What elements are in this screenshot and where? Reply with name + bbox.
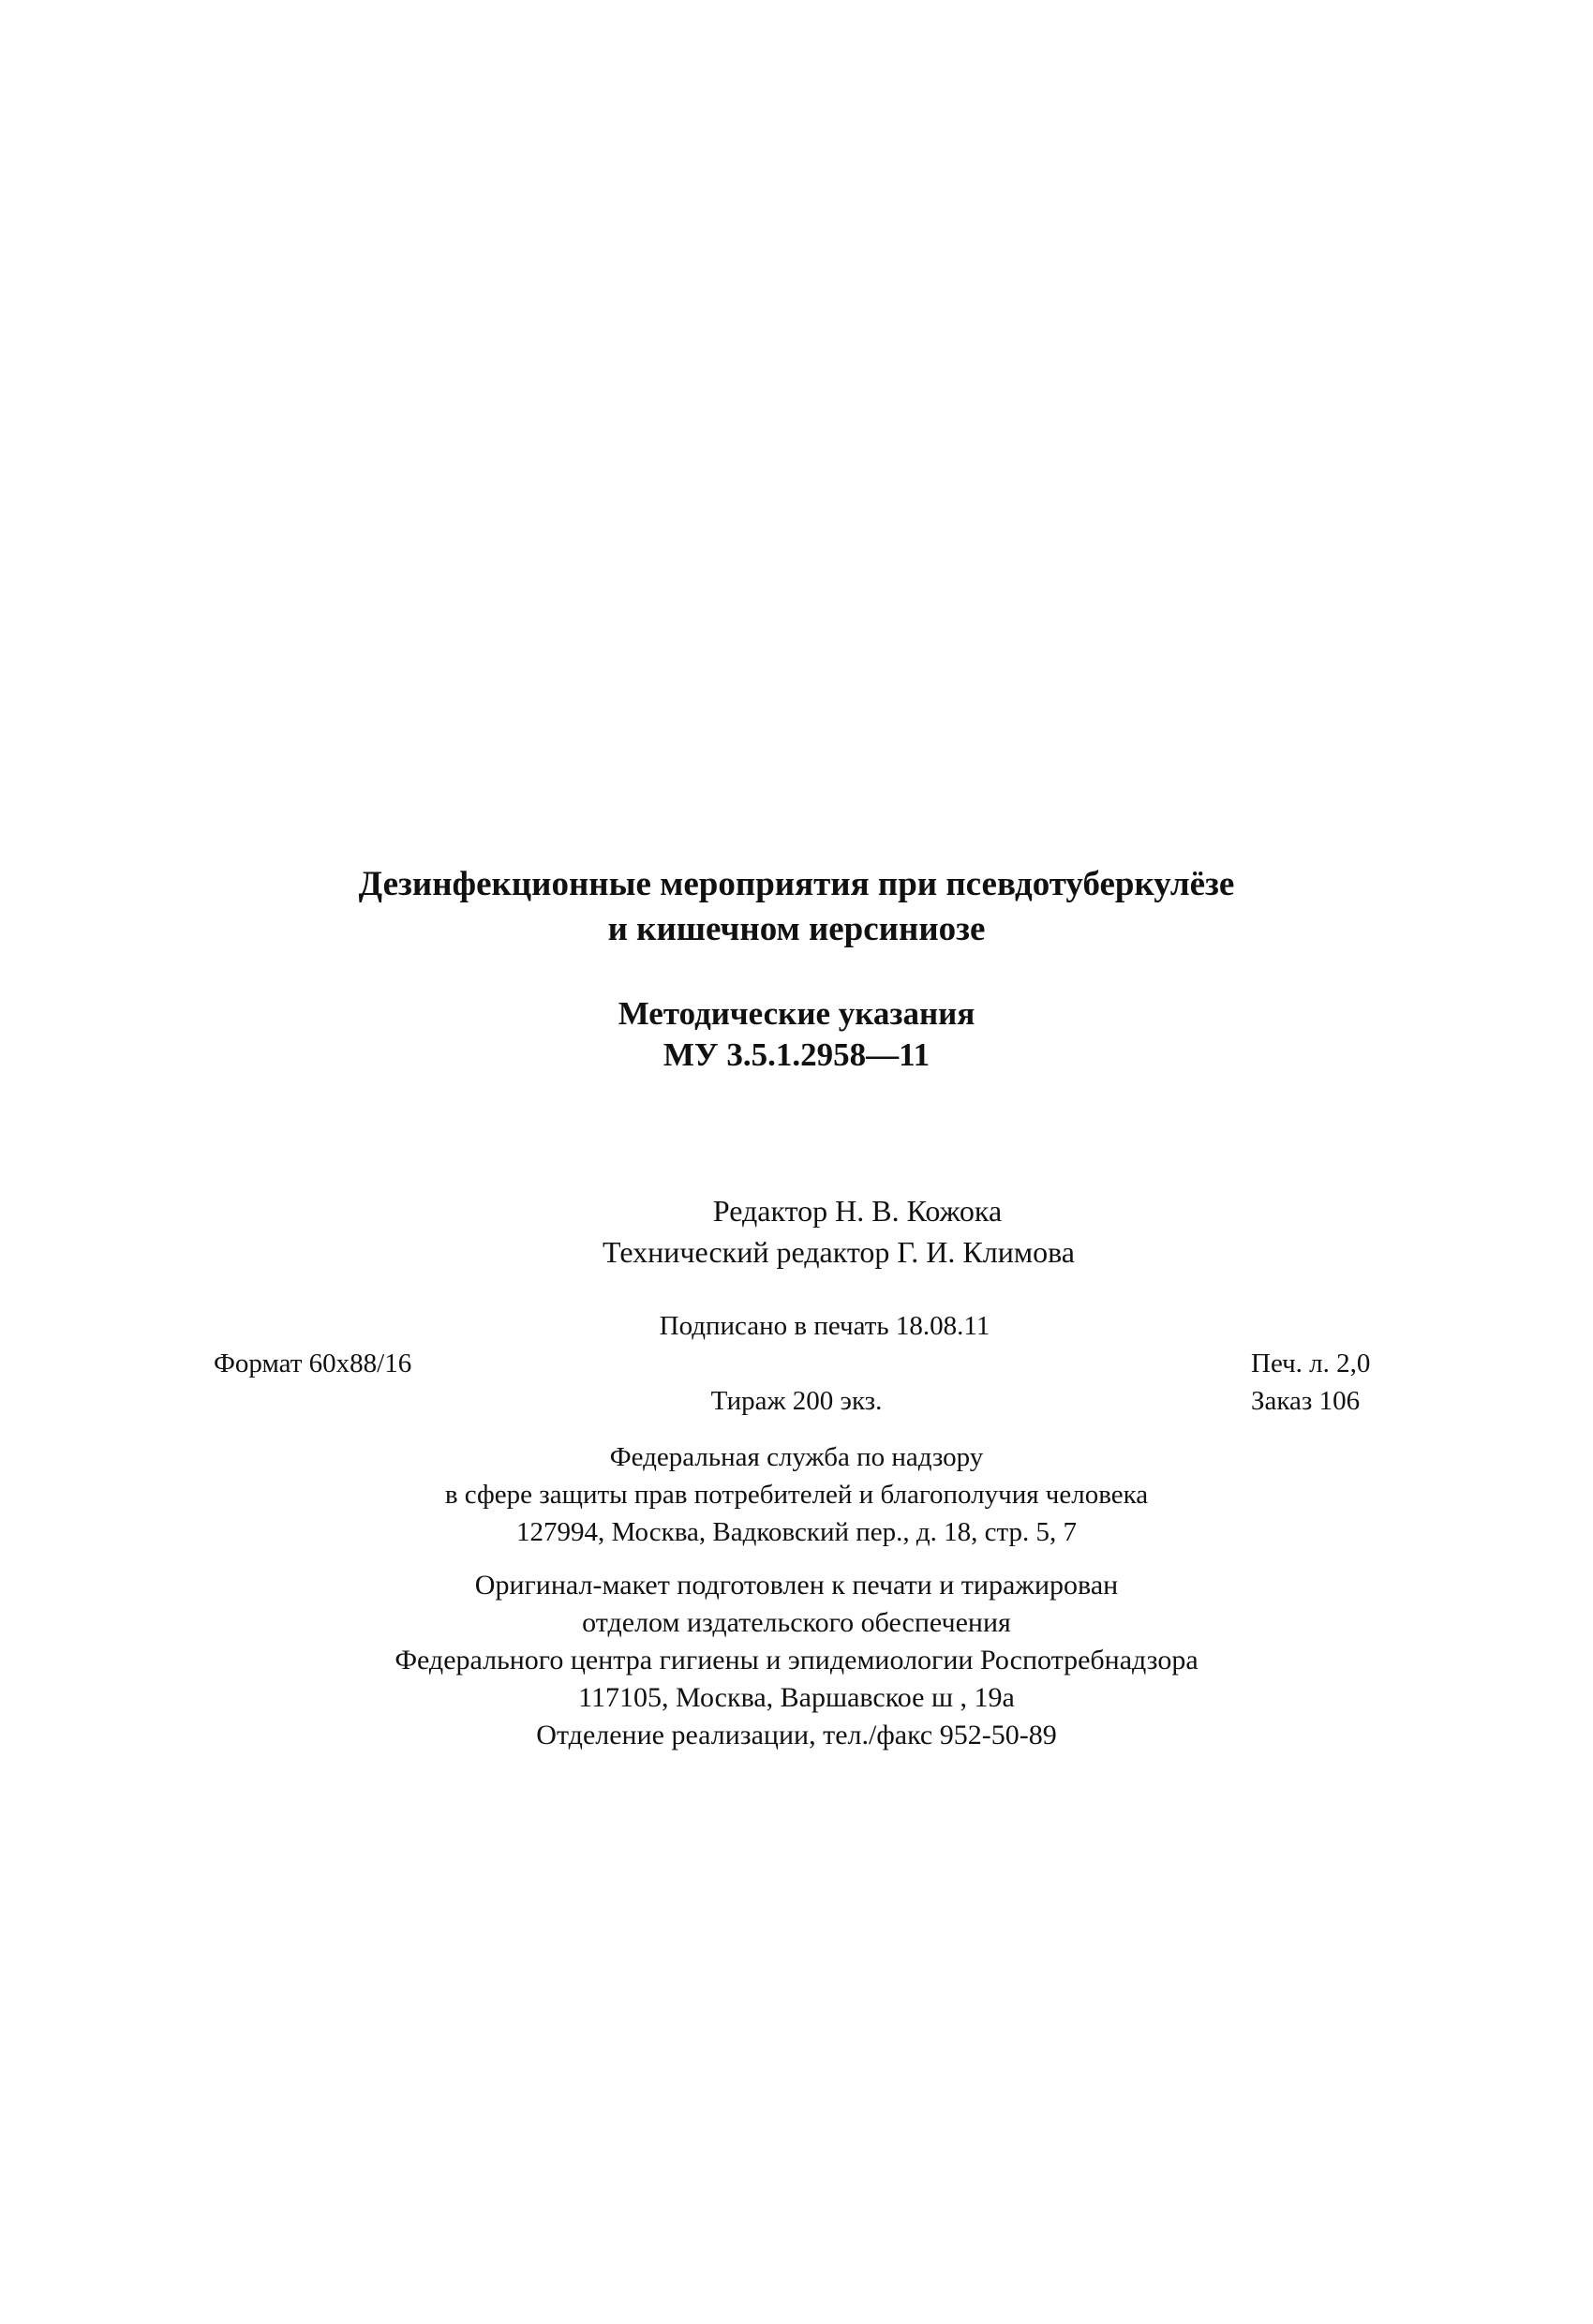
- document-number: МУ 3.5.1.2958—11: [663, 1036, 930, 1073]
- editor-line: Редактор Н. В. Кожока: [712, 1194, 1003, 1228]
- print-row-format: [0, 1345, 1593, 1382]
- order-number: Заказ 106: [1251, 1386, 1361, 1416]
- title-line-2: и кишечном иерсиниозе: [607, 910, 986, 948]
- printed-sheets: Печ. л. 2,0: [1251, 1348, 1371, 1378]
- sales-contact: Отделение реализации, тел./факс 952-50-89: [536, 1720, 1057, 1750]
- document-type: Методические указания: [618, 995, 975, 1032]
- print-row-signed: [0, 1307, 1593, 1345]
- layout-line-3: Федерального центра гигиены и эпидемиологии Роспотребнадзора: [395, 1645, 1198, 1676]
- layout-info-section: [0, 1567, 1593, 1754]
- document-title: [0, 862, 1593, 952]
- document-subtitle: [0, 993, 1593, 1076]
- format-value: Формат 60х88/16: [214, 1348, 412, 1378]
- title-line-1: Дезинфекционные мероприятия при псевдотуберкулёзе: [358, 865, 1235, 903]
- technical-editor-line: Технический редактор Г. И. Климова: [603, 1235, 1075, 1269]
- signed-for-print: Подписано в печать 18.08.11: [659, 1311, 990, 1341]
- print-details-section: [0, 1307, 1593, 1420]
- layout-address: 117105, Москва, Варшавское ш , 19а: [578, 1682, 1015, 1713]
- publisher-address: 127994, Москва, Вадковский пер., д. 18, стр. 5, 7: [515, 1517, 1078, 1547]
- editors-section: [0, 1190, 1593, 1273]
- publisher-line-1: Федеральная служба по надзору: [609, 1442, 984, 1472]
- layout-line-2: отделом издательского обеспечения: [582, 1607, 1011, 1638]
- print-run: Тираж 200 экз.: [710, 1386, 883, 1416]
- publisher-line-2: в сфере защиты прав потребителей и благополучия человека: [444, 1480, 1149, 1510]
- print-row-run: [0, 1382, 1593, 1420]
- layout-line-1: Оригинал-макет подготовлен к печати и тиражирован: [474, 1570, 1119, 1601]
- publisher-section: [0, 1438, 1593, 1551]
